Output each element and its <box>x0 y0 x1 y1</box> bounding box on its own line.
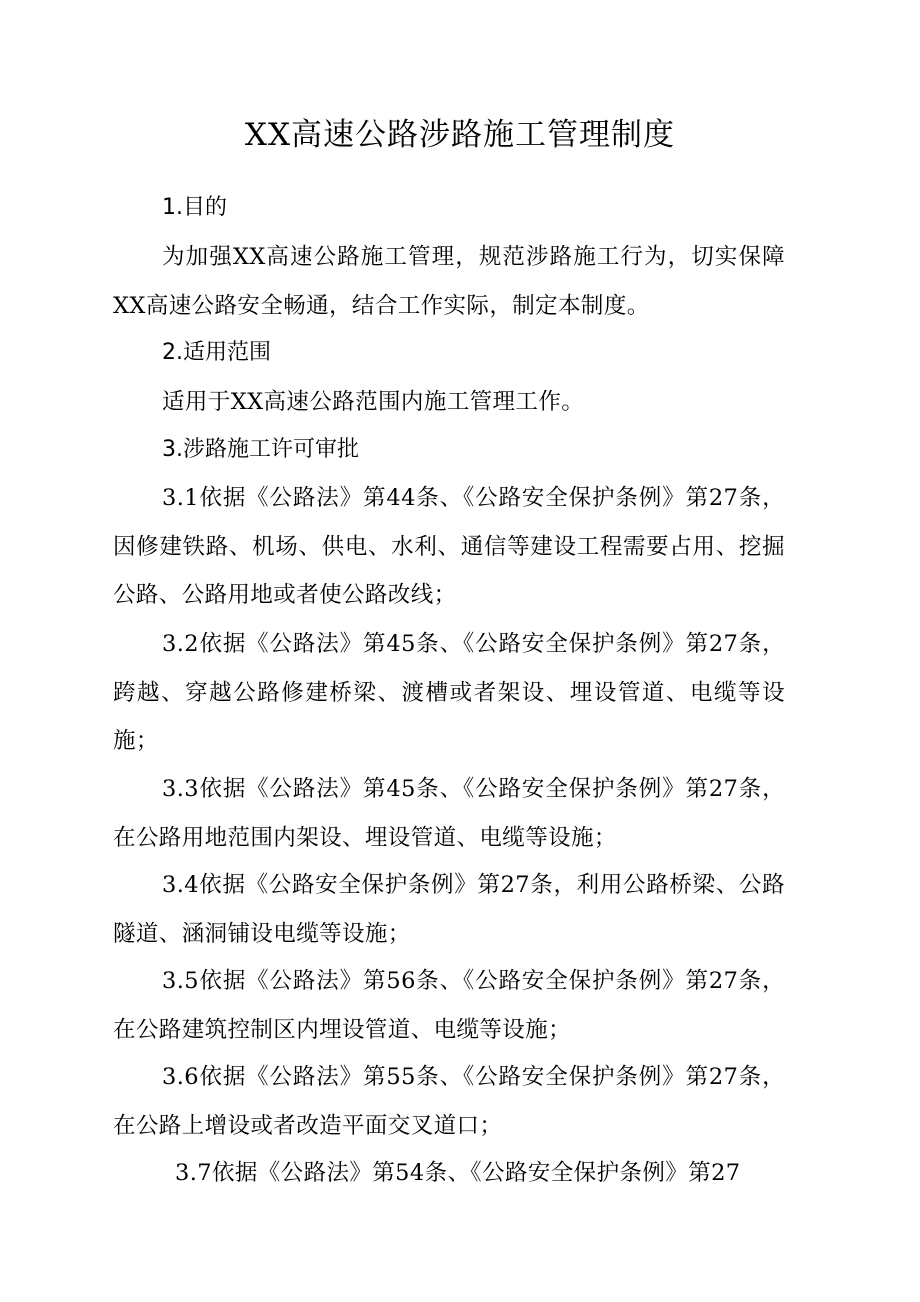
document-title: XX高速公路涉路施工管理制度 <box>244 117 676 153</box>
approval-item-3-2: 3.2依据《公路法》第45条、《公路安全保护条例》第27条，跨越、穿越公路修建桥梁、渡槽或者架设、埋设管道、电缆等设施； <box>113 631 785 754</box>
approval-item-3-3: 3.3依据《公路法》第45条、《公路安全保护条例》第27条，在公路用地范围内架设、埋设管道、电缆等设施； <box>113 776 785 851</box>
section-heading-approval: 3.涉路施工许可审批 <box>162 437 359 462</box>
approval-item-3-4: 3.4依据《公路安全保护条例》第27条，利用公路桥梁、公路隧道、涵洞铺设电缆等设施； <box>113 872 785 947</box>
section-body-purpose: 为加强XX高速公路施工管理，规范涉路施工行为，切实保障XX高速公路安全畅通，结合工作实际，制定本制度。 <box>113 244 785 319</box>
section-body-scope: 适用于XX高速公路范围内施工管理工作。 <box>162 389 585 415</box>
approval-item-3-1: 3.1依据《公路法》第44条、《公路安全保护条例》第27条，因修建铁路、机场、供电、水利、通信等建设工程需要占用、挖掘公路、公路用地或者使公路改线； <box>113 485 785 608</box>
section-heading-scope: 2.适用范围 <box>162 340 271 365</box>
section-heading-purpose: 1.目的 <box>162 195 227 220</box>
approval-item-3-6: 3.6依据《公路法》第55条、《公路安全保护条例》第27条，在公路上增设或者改造平面交叉道口； <box>113 1064 785 1139</box>
approval-item-3-5: 3.5依据《公路法》第56条、《公路安全保护条例》第27条，在公路建筑控制区内埋设管道、电缆等设施； <box>113 968 785 1043</box>
approval-item-3-7: 3.7依据《公路法》第54条、《公路安全保护条例》第27 <box>175 1160 741 1186</box>
